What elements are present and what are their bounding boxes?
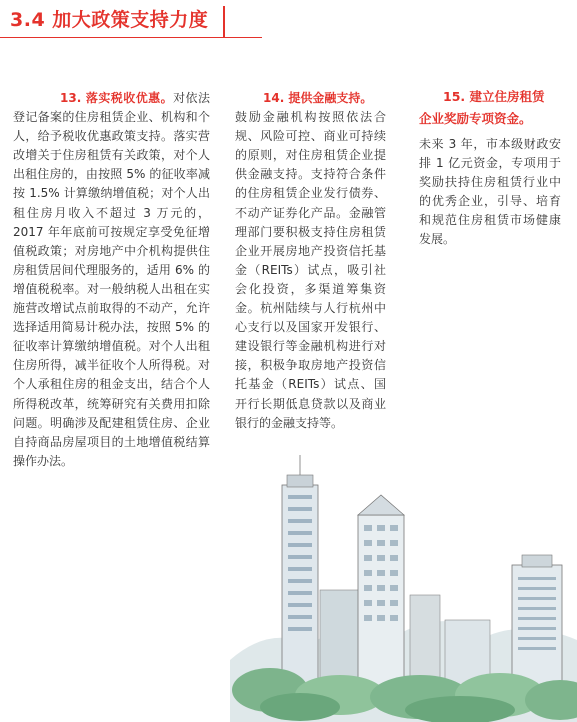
tower-left — [282, 455, 318, 685]
policy-column-fund — [419, 86, 561, 250]
title-underline — [0, 37, 262, 38]
policy-heading-finance: 14. 提供金融支持。 — [263, 91, 373, 105]
policy-text-tax: 对依法登记备案的住房租赁企业、机构和个人，给予税收优惠政策支持。落实营改增关于住房租赁有关政策，对个人出租住房的，由按照 5% 的征收率减按 1.5% 计算缴纳增值税；对个人出租住房月收入不超过 3 万元的，2017 年年底前可按规定享受免征增值税政策；对房地产中介机构提供住房租赁居间代理服务的，适用 6% 的增值税税率。对一般纳税人出租在实施营改增试点前取得的不动产，允许选择适用简易计税办法，按照 5% 的征收率计算缴纳增值税。对个人出租住房所得，减半征收个人所得税。对个人承租住房的租金支出，结合个人所得税改革，统筹研究有关费用扣除问题。明确涉及配建租赁住房、企业自持商品房屋项目的土地增值税结算操作办法。 — [13, 91, 210, 468]
city-skyline-illustration — [230, 445, 577, 722]
policy-heading-tax: 13. 落实税收优惠。 — [60, 91, 174, 105]
tower-center — [358, 495, 404, 685]
policy-heading-fund-line2: 企业奖励专项资金。 — [419, 111, 532, 126]
policy-text-fund: 未来 3 年，市本级财政安排 1 亿元资金，专项用于奖励扶持住房租赁行业中的优秀企业，引导、培育和规范住房租赁市场健康发展。 — [419, 137, 561, 247]
policy-column-tax — [13, 89, 210, 471]
title-divider-vertical — [223, 6, 225, 38]
policy-heading-fund-line1: 15. 建立住房租赁 — [443, 89, 545, 104]
policy-column-finance — [235, 89, 386, 433]
policy-text-finance: 鼓励金融机构按照依法合规、风险可控、商业可持续的原则，对住房租赁企业提供金融支持。支持符合条件的住房租赁企业发行债券、不动产证券化产品。金融管理部门要积极支持住房租赁企业开展房地产投资信托基金（REITs）试点，吸引社会化投资，多渠道筹集资金。杭州陆续与人行杭州中心支行以及国家开发银行、建设银行等金融机构进行对接，积极争取房地产投资信托基金（REITs）试点、国开行长期低息贷款以及商业银行的金融支持等。 — [235, 110, 386, 430]
section-title: 3.4 加大政策支持力度 — [10, 9, 209, 31]
policy-heading-fund — [419, 86, 561, 130]
tower-right — [512, 555, 562, 695]
